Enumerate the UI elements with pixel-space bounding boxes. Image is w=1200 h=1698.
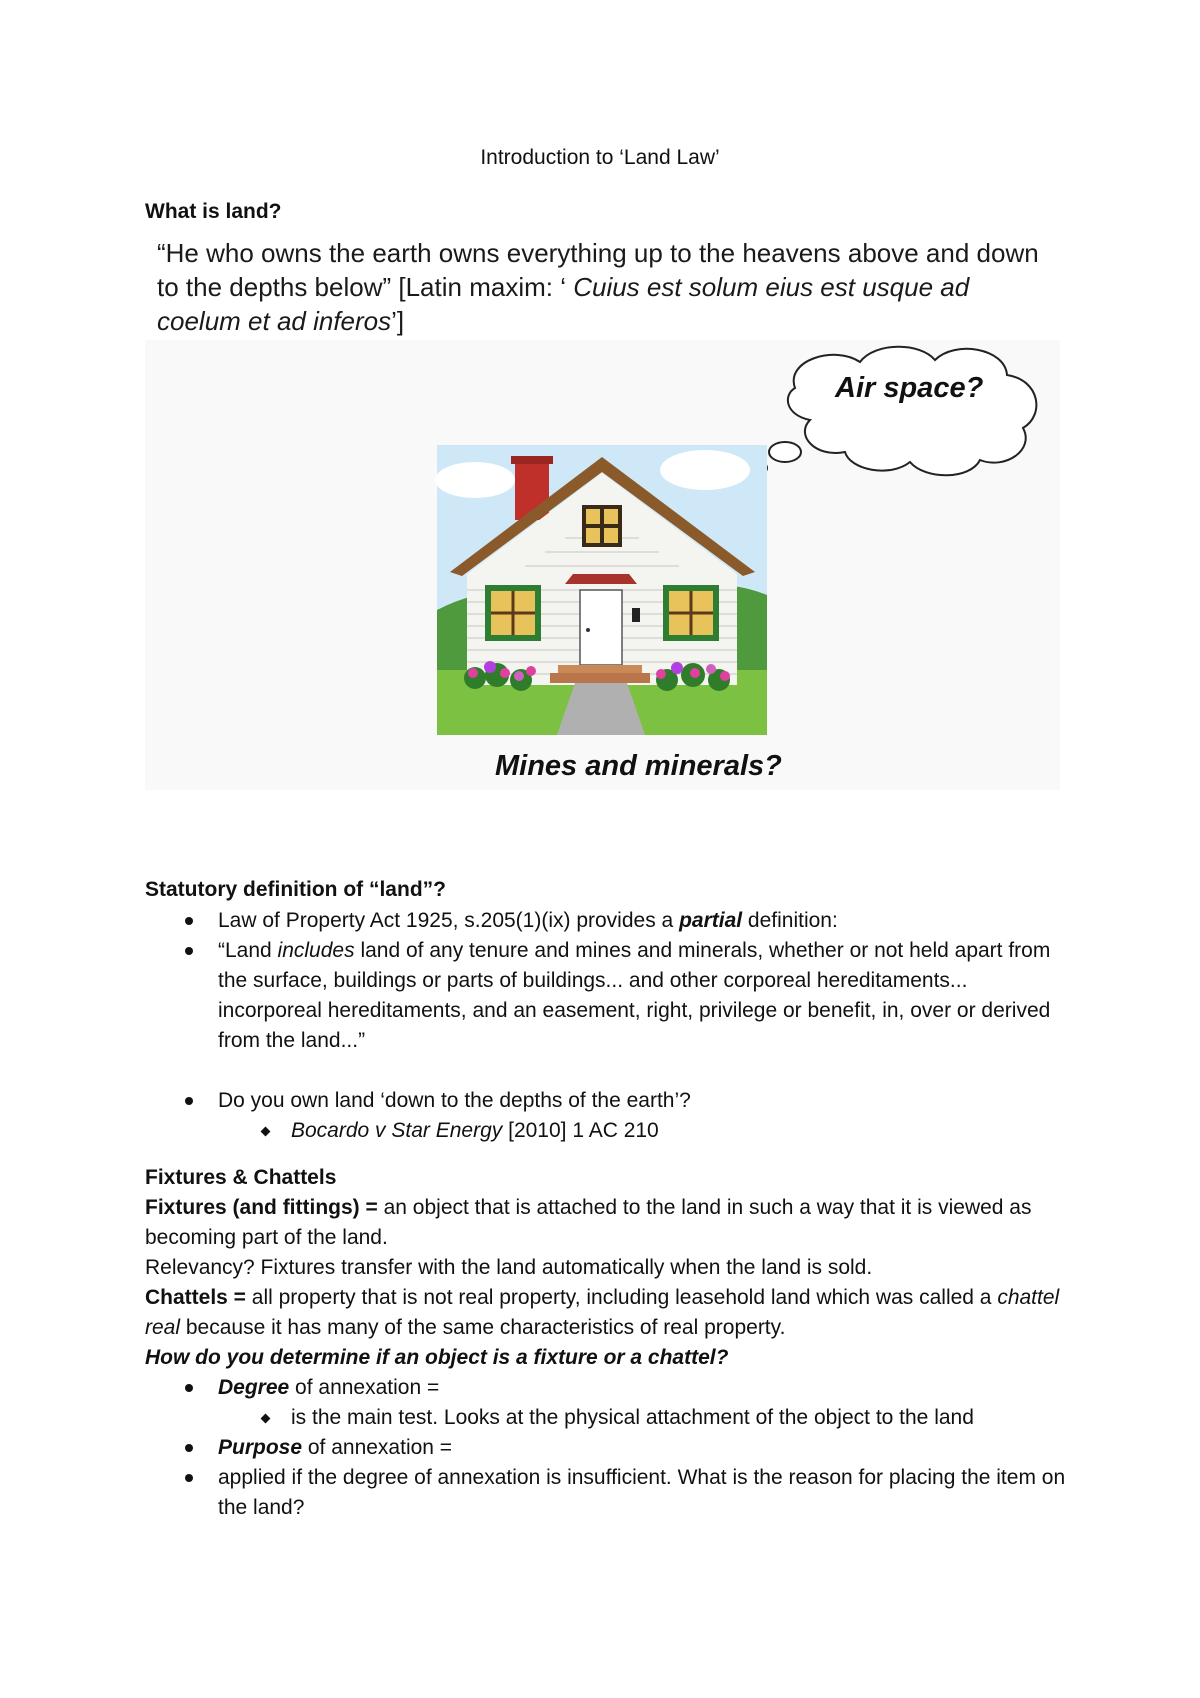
list-item: Law of Property Act 1925, s.205(1)(ix) provides a partial definition: (218, 906, 1068, 936)
statutory-definition-heading: Statutory definition of “land”? (145, 878, 446, 901)
thought-cloud-icon (731, 347, 1036, 485)
list-item: Degree of annexation = (218, 1373, 1068, 1403)
list-item: Purpose of annexation = (218, 1433, 1068, 1463)
sub-list-item: Bocardo v Star Energy [2010] 1 AC 210 (291, 1116, 1068, 1146)
sub-list-item: is the main test. Looks at the physical attachment of the object to the land (291, 1403, 1068, 1433)
fixtures-section (145, 1163, 1065, 1373)
latin-maxim-quote: “He who owns the earth owns everything up to the heavens above and down to the depths below” [Latin maxim: ‘ Cuius est solum eius est usque ad coelum et ad inferos’] (157, 238, 1039, 336)
house-scene-icon (435, 445, 767, 735)
statutory-list (218, 906, 1068, 1146)
chattels-definition: Chattels = all property that is not real property, including leasehold land which was called a chattel real because it has many of the same characteristics of real property. (145, 1286, 1060, 1339)
list-item: applied if the degree of annexation is insufficient. What is the reason for placing the item on the land? (218, 1463, 1068, 1523)
mines-minerals-label: Mines and minerals? (495, 750, 782, 782)
land-illustration (145, 340, 1060, 790)
document-title: Introduction to ‘Land Law’ (480, 146, 720, 169)
fixtures-heading: Fixtures & Chattels (145, 1166, 337, 1189)
fixtures-definition: Fixtures (and fittings) = an object that is attached to the land in such a way that it is viewed as becoming part of the land. (145, 1196, 1032, 1249)
what-is-land-heading: What is land? (145, 200, 282, 223)
list-item: Do you own land ‘down to the depths of the earth’? (218, 1086, 1068, 1116)
fixture-chattel-question: How do you determine if an object is a fixture or a chattel? (145, 1346, 729, 1369)
house-illustration-svg (145, 340, 1060, 790)
annexation-list (218, 1373, 1068, 1523)
list-item: “Land includes land of any tenure and mines and minerals, whether or not held apart from the surface, buildings or parts of buildings... and other corporeal hereditaments... incorporeal hereditaments, and an easement, right, privilege or benefit, in, over or derived from the land...” (218, 936, 1068, 1056)
air-space-label: Air space? (835, 372, 984, 404)
relevancy-text: Relevancy? Fixtures transfer with the land automatically when the land is sold. (145, 1256, 873, 1279)
